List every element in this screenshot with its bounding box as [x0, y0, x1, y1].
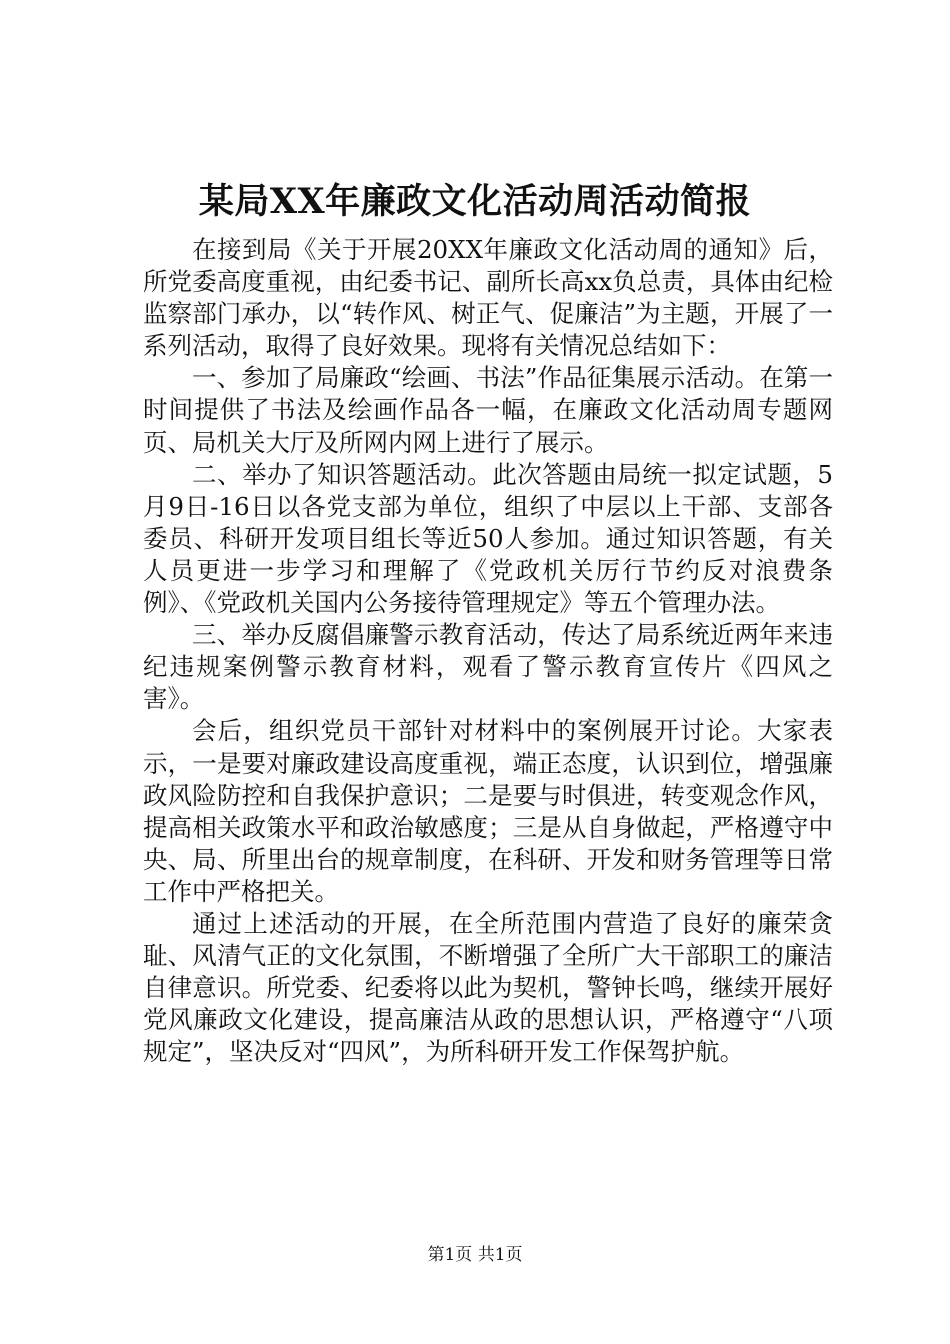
page-number-footer: 第1页 共1页	[427, 1245, 523, 1265]
paragraph-discussion: 会后，组织党员干部针对材料中的案例展开讨论。大家表示，一是要对廉政建设高度重视，端正态度，认识到位，增强廉政风险防控和自我保护意识；二是要与时俱进，转变观念作风，提高相关政策水平和政治敏感度；三是从自身做起，严格遵守中央、局、所里出台的规章制度，在科研、开发和财务管理等日常工作中严格把关。	[143, 716, 833, 906]
paragraph-item-3: 三、举办反腐倡廉警示教育活动，传达了局系统近两年来违纪违规案例警示教育材料，观看了警示教育宣传片《四风之害》。	[143, 620, 833, 714]
paragraph-item-2: 二、举办了知识答题活动。此次答题由局统一拟定试题，5月9日-16日以各党支部为单位，组织了中层以上干部、支部各委员、科研开发项目组长等近50人参加。通过知识答题，有关人员更进一步学习和理解了《党政机关厉行节约反对浪费条例》、《党政机关国内公务接待管理规定》等五个管理办法。	[143, 459, 833, 618]
document-body	[143, 234, 833, 1068]
paragraph-intro: 在接到局《关于开展20XX年廉政文化活动周的通知》后，所党委高度重视，由纪委书记、副所长高xx负总责，具体由纪检监察部门承办，以“转作风、树正气、促廉洁”为主题，开展了一系列活动，取得了良好效果。现将有关情况总结如下：	[143, 235, 833, 361]
document-title: 某局XX年廉政文化活动周活动简报	[198, 181, 752, 222]
paragraph-item-1: 一、参加了局廉政“绘画、书法”作品征集展示活动。在第一时间提供了书法及绘画作品各一幅，在廉政文化活动周专题网页、局机关大厅及所网内网上进行了展示。	[143, 363, 833, 457]
paragraph-conclusion: 通过上述活动的开展，在全所范围内营造了良好的廉荣贪耻、风清气正的文化氛围，不断增强了全所广大干部职工的廉洁自律意识。所党委、纪委将以此为契机，警钟长鸣，继续开展好党风廉政文化建设，提高廉洁从政的思想认识，严格遵守“八项规定”，坚决反对“四风”，为所科研开发工作保驾护航。	[143, 908, 833, 1067]
